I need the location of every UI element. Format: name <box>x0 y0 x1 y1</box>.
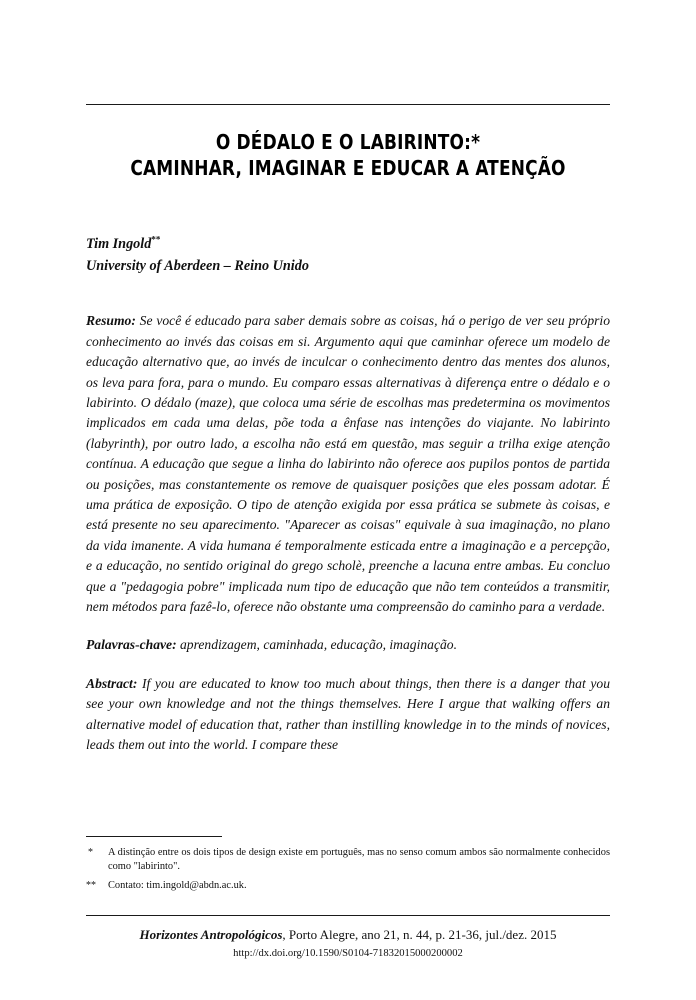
resumo-label: Resumo: <box>86 313 136 329</box>
header-rule <box>86 104 610 105</box>
footnote-1 <box>86 846 610 875</box>
keywords-paragraph <box>86 635 610 655</box>
resumo-paragraph <box>86 311 610 617</box>
footer-journal-name: Horizontes Antropológicos <box>139 927 283 942</box>
resumo-text: Se você é educado para saber demais sobre as coisas, há o perigo de ver seu próprio conhecimento ao invés das coisas em si. Argumento aqui que caminhar oferece um modelo de educação alternativo que, ao invés de inculcar o conhecimento dentro das mentes dos alunos, os leva para fora, para o mundo. Eu comparo essas alternativas à diferença entre o dédalo e o labirinto. O dédalo (maze), que coloca uma série de escolhas mas predetermina os movimentos implicados em cada uma delas, põe toda a ênfase nas intenções do viajante. No labirinto (labyrinth), por outro lado, a escolha não está em questão, mas seguir a trilha exige atenção contínua. A educação que segue a linha do labirinto não oferece aos pupilos pontos de partida ou posições, mas constantemente os remove de quaisquer posições que eles possam adotar. É uma prática de exposição. O tipo de atenção exigida por essa prática se submete às coisas, e está presente no seu aparecimento. "Aparecer as coisas" equivale à sua imaginação, no plano da vida imanente. A vida humana é temporalmente esticada entre a imaginação e a percepção, e a educação, no sentido original do grego scholè, preenche a lacuna entre ambas. Eu concluo que a "pedagogia pobre" implicada num tipo de educação que não tem conteúdos a transmitir, nem métodos para fazê-lo, oferece não obstante uma compreensão do caminho para a verdade. <box>86 313 610 614</box>
abstract-label: Abstract: <box>86 675 138 691</box>
footer-citation <box>86 926 610 945</box>
page-title <box>107 129 589 181</box>
page-footer <box>86 915 610 962</box>
title-line-1: O DÉDALO E O LABIRINTO:* <box>215 130 481 154</box>
keywords-label: Palavras-chave: <box>86 637 177 653</box>
author-block <box>86 233 610 277</box>
footnote-2 <box>86 879 610 893</box>
footer-doi[interactable]: http://dx.doi.org/10.1590/S0104-71832015000200002 <box>233 947 463 959</box>
footnote-2-marker: ** <box>86 879 96 891</box>
footnote-area <box>86 836 610 897</box>
title-line-2: CAMINHAR, IMAGINAR E EDUCAR A ATENÇÃO <box>130 156 566 181</box>
footnote-2-text: Contato: tim.ingold@abdn.ac.uk. <box>108 879 247 891</box>
keywords-text: aprendizagem, caminhada, educação, imaginação. <box>176 637 457 653</box>
author-name-line <box>86 233 610 255</box>
author-affiliation: University of Aberdeen – Reino Unido <box>86 258 309 275</box>
author-footnote-marker: ** <box>151 234 161 245</box>
footnote-1-text: A distinção entre os dois tipos de design existe em português, mas no senso comum ambos são normalmente conhecidos como "labirinto". <box>108 847 610 873</box>
author-name: Tim Ingold <box>86 236 152 253</box>
footnote-1-marker: * <box>88 847 93 858</box>
abstract-paragraph <box>86 674 610 756</box>
article-content <box>86 104 610 773</box>
footnote-rule <box>86 836 222 837</box>
footer-citation-rest: , Porto Alegre, ano 21, n. 44, p. 21-36, jul./dez. 2015 <box>282 927 557 942</box>
abstract-text: If you are educated to know too much about things, then there is a danger that you see your own knowledge and not the things themselves. Here I argue that walking offers an alternative model of education that, rather than instilling knowledge in to the minds of novices, leads them out into the world. I compare these <box>86 675 610 752</box>
footer-rule <box>86 915 610 916</box>
